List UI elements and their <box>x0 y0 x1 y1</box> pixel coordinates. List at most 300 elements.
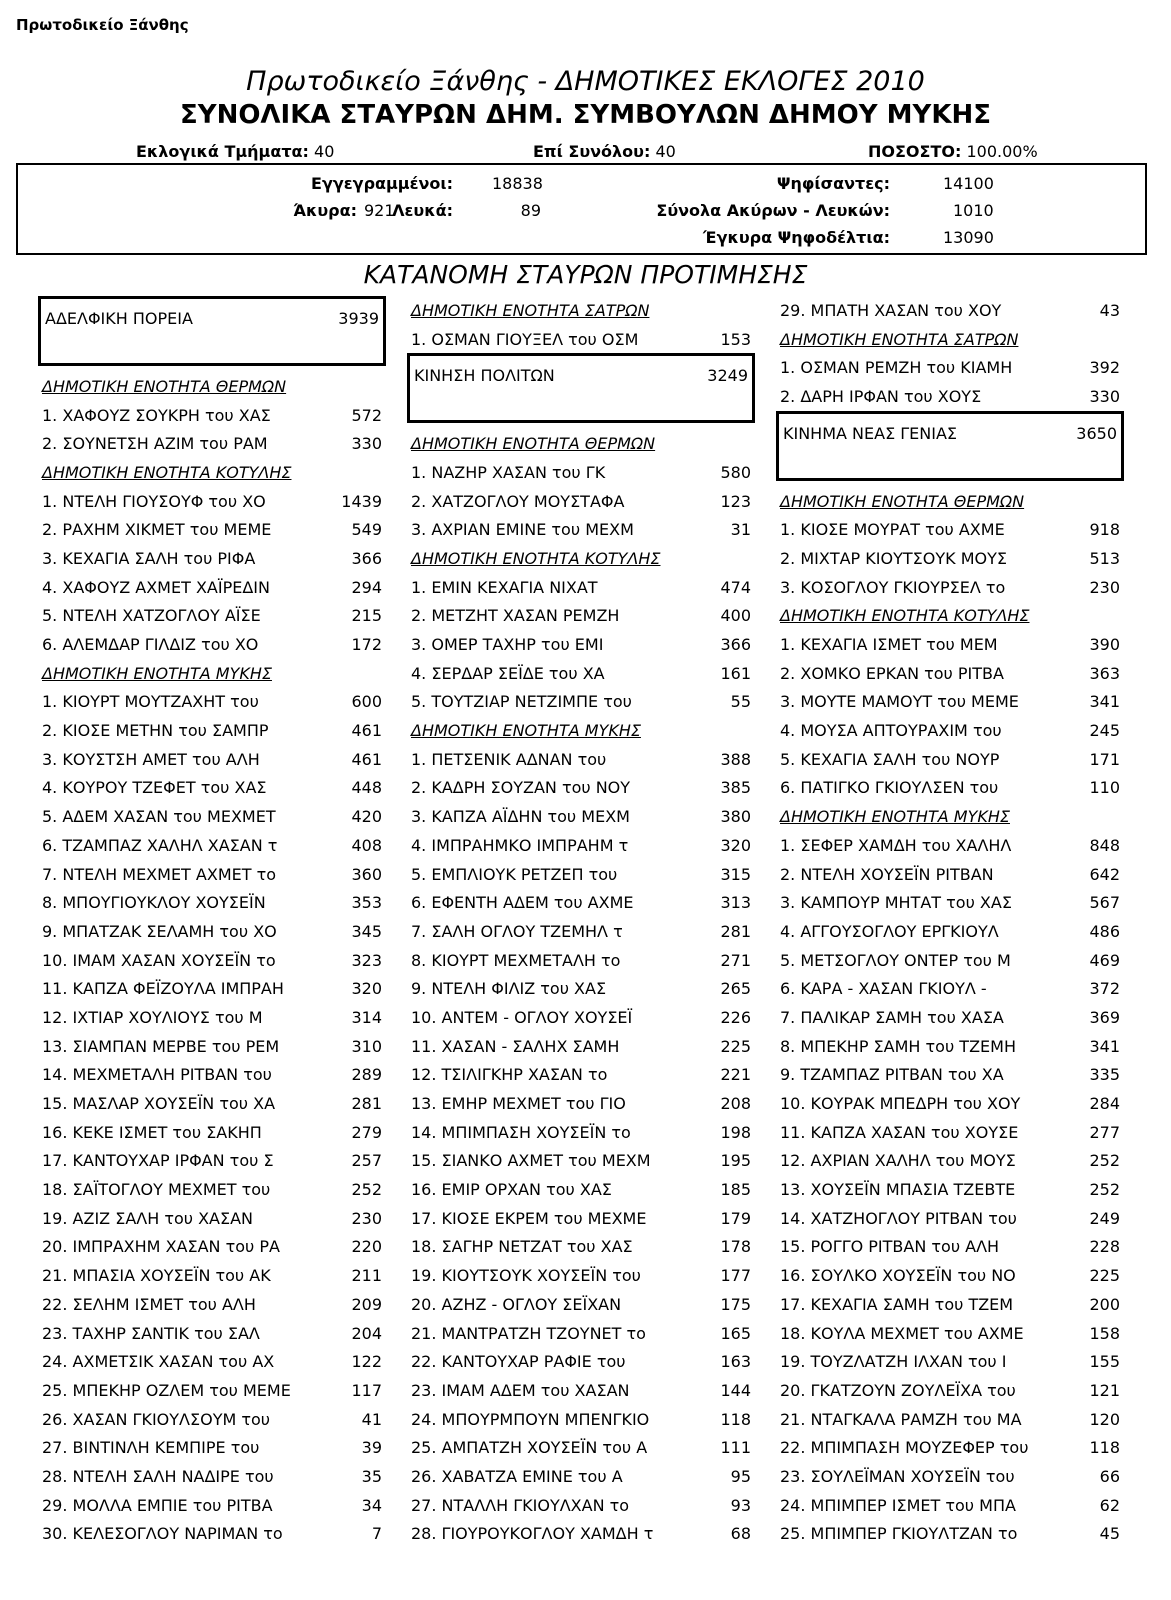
district-header: ΔΗΜΟΤΙΚΗ ΕΝΟΤΗΤΑ ΜΥΚΗΣ <box>780 807 1010 827</box>
candidate-name: 4. ΣΕΡΔΑΡ ΣΕΪΔΕ του ΧΑ <box>411 663 605 683</box>
candidate-name: 27. ΒΙΝΤΙΝΛΗ ΚΕΜΠΙΡΕ του <box>42 1438 260 1458</box>
candidate-name: 4. ΙΜΠΡΑΗΜΚΟ ΙΜΠΡΑΗΜ τ <box>411 835 629 855</box>
candidate-row <box>42 946 382 975</box>
candidate-row <box>780 1118 1120 1147</box>
candidate-row <box>411 1061 751 1090</box>
candidate-votes: 279 <box>351 1122 382 1142</box>
candidate-row <box>780 1261 1120 1290</box>
candidate-row <box>780 774 1120 803</box>
candidate-name: 2. ΝΤΕΛΗ ΧΟΥΣΕΪΝ ΡΙΤΒΑΝ <box>780 864 994 884</box>
candidate-votes: 55 <box>730 692 751 712</box>
candidate-votes: 572 <box>351 405 382 425</box>
candidate-name: 19. ΤΟΥΖΛΑΤΖΗ ΙΛΧΑΝ του Ι <box>780 1352 1007 1372</box>
candidate-votes: 39 <box>361 1438 382 1458</box>
candidate-votes: 111 <box>720 1438 751 1458</box>
candidate-row <box>42 1118 382 1147</box>
candidate-row <box>780 860 1120 889</box>
candidate-votes: 225 <box>1089 1266 1120 1286</box>
candidate-votes: 363 <box>1089 663 1120 683</box>
candidate-name: 13. ΕΜΗΡ ΜΕΧΜΕΤ του ΓΙΟ <box>411 1094 626 1114</box>
candidate-name: 4. ΧΑΦΟΥΖ ΑΧΜΕΤ ΧΑΪΡΕΔΙΝ <box>42 577 270 597</box>
candidate-votes: 388 <box>720 749 751 769</box>
candidate-name: 5. ΜΕΤΣΟΓΛΟΥ ΟΝΤΕΡ του Μ <box>780 950 1011 970</box>
candidate-name: 1. ΠΕΤΣΕΝΙΚ ΑΔΝΑΝ του <box>411 749 607 769</box>
candidate-row <box>411 946 751 975</box>
candidate-row <box>411 917 751 946</box>
candidate-votes: 345 <box>351 921 382 941</box>
invalid-label: Άκυρα: <box>293 201 357 220</box>
candidate-row <box>411 1175 751 1204</box>
candidate-row <box>42 860 382 889</box>
candidate-name: 25. ΜΠΕΚΗΡ ΟΖΛΕΜ του ΜΕΜΕ <box>42 1380 291 1400</box>
candidate-votes: 390 <box>1089 635 1120 655</box>
candidate-row <box>42 1089 382 1118</box>
stat-total-label: Επί Συνόλου: <box>533 142 651 161</box>
stat-percent-value: 100.00% <box>966 142 1038 161</box>
candidate-row <box>411 630 751 659</box>
candidate-name: 2. ΧΟΜΚΟ ΕΡΚΑΝ του ΡΙΤΒΑ <box>780 663 1004 683</box>
district-header: ΔΗΜΟΤΙΚΗ ΕΝΟΤΗΤΑ ΜΥΚΗΣ <box>411 721 641 741</box>
candidate-votes: 408 <box>351 835 382 855</box>
candidate-row <box>411 1003 751 1032</box>
candidate-row <box>780 515 1120 544</box>
candidate-name: 17. ΚΙΟΣΕ ΕΚΡΕΜ του ΜΕΧΜΕ <box>411 1208 647 1228</box>
candidate-row <box>42 1147 382 1176</box>
candidate-votes: 1439 <box>341 491 382 511</box>
party-box <box>407 353 755 423</box>
candidate-name: 17. ΚΑΝΤΟΥΧΑΡ ΙΡΦΑΝ του Σ <box>42 1151 274 1171</box>
candidate-row <box>780 1003 1120 1032</box>
candidate-name: 21. ΝΤΑΓΚΑΛΑ ΡΑΜΖΗ του ΜΑ <box>780 1409 1022 1429</box>
candidate-row <box>411 831 751 860</box>
candidate-name: 8. ΚΙΟΥΡΤ ΜΕΧΜΕΤΑΛΗ το <box>411 950 621 970</box>
candidate-votes: 366 <box>720 635 751 655</box>
candidate-name: 15. ΡΟΓΓΟ ΡΙΤΒΑΝ του ΑΛΗ <box>780 1237 1000 1257</box>
candidate-row <box>42 831 382 860</box>
candidate-row <box>780 716 1120 745</box>
candidate-name: 6. ΚΑΡΑ - ΧΑΣΑΝ ΓΚΙΟΥΛ - <box>780 979 987 999</box>
candidate-votes: 369 <box>1089 1007 1120 1027</box>
candidate-row <box>411 888 751 917</box>
candidate-votes: 310 <box>351 1036 382 1056</box>
candidate-row <box>411 1405 751 1434</box>
candidate-name: 2. ΚΙΟΣΕ ΜΕΤΗΝ του ΣΑΜΠΡ <box>42 721 269 741</box>
candidate-name: 6. ΑΛΕΜΔΑΡ ΓΙΛΔΙΖ του ΧΟ <box>42 635 259 655</box>
candidate-name: 25. ΑΜΠΑΤΖΗ ΧΟΥΣΕΪΝ του Α <box>411 1438 648 1458</box>
candidate-name: 1. ΧΑΦΟΥΖ ΣΟΥΚΡΗ του ΧΑΣ <box>42 405 271 425</box>
candidate-row <box>780 745 1120 774</box>
candidate-votes: 110 <box>1089 778 1120 798</box>
candidate-votes: 195 <box>720 1151 751 1171</box>
candidate-votes: 469 <box>1089 950 1120 970</box>
candidate-votes: 122 <box>351 1352 382 1372</box>
candidate-votes: 252 <box>351 1180 382 1200</box>
candidate-votes: 220 <box>351 1237 382 1257</box>
district-header: ΔΗΜΟΤΙΚΗ ΕΝΟΤΗΤΑ ΘΕΡΜΩΝ <box>42 376 287 396</box>
candidate-name: 24. ΜΠΙΜΠΕΡ ΙΣΜΕΤ του ΜΠΑ <box>780 1495 1016 1515</box>
candidate-name: 7. ΣΑΛΗ ΟΓΛΟΥ ΤΖΕΜΗΛ τ <box>411 921 623 941</box>
section-title: ΚΑΤΑΝΟΜΗ ΣΤΑΥΡΩΝ ΠΡΟΤΙΜΗΣΗΣ <box>363 260 808 289</box>
district-header: ΔΗΜΟΤΙΚΗ ΕΝΟΤΗΤΑ ΣΑΤΡΩΝ <box>780 329 1019 349</box>
candidate-row <box>411 860 751 889</box>
column-3 <box>780 296 1120 1548</box>
voted-label: Ψηφίσαντες: <box>776 174 890 193</box>
candidate-row <box>780 831 1120 860</box>
candidate-row <box>780 1204 1120 1233</box>
candidate-row <box>780 1175 1120 1204</box>
candidate-name: 7. ΠΑΛΙΚΑΡ ΣΑΜΗ του ΧΑΣΑ <box>780 1007 1004 1027</box>
candidate-row <box>42 1175 382 1204</box>
party-total: 3249 <box>707 366 748 386</box>
party-name: ΚΙΝΗΜΑ ΝΕΑΣ ΓΕΝΙΑΣ <box>783 423 958 443</box>
candidate-votes: 230 <box>1089 577 1120 597</box>
summary-box <box>16 163 1147 255</box>
candidate-name: 24. ΜΠΟΥΡΜΠΟΥΝ ΜΠΕΝΓΚΙΟ <box>411 1409 650 1429</box>
candidate-row <box>42 515 382 544</box>
candidate-votes: 144 <box>720 1380 751 1400</box>
candidate-name: 1. ΕΜΙΝ ΚΕΧΑΓΙΑ ΝΙΧΑΤ <box>411 577 598 597</box>
candidate-row <box>411 802 751 831</box>
invalid-blank-label: Σύνολα Ακύρων - Λευκών: <box>656 201 890 220</box>
candidate-name: 6. ΠΑΤΙΓΚΟ ΓΚΙΟΥΛΣΕΝ του <box>780 778 999 798</box>
district-header: ΔΗΜΟΤΙΚΗ ΕΝΟΤΗΤΑ ΜΥΚΗΣ <box>42 663 272 683</box>
candidate-name: 16. ΣΟΥΛΚΟ ΧΟΥΣΕΪΝ του ΝΟ <box>780 1266 1016 1286</box>
candidate-name: 23. ΤΑΧΗΡ ΣΑΝΤΙΚ του ΣΑΛ <box>42 1323 260 1343</box>
candidate-row <box>780 1491 1120 1520</box>
candidate-name: 23. ΙΜΑΜ ΑΔΕΜ του ΧΑΣΑΝ <box>411 1380 630 1400</box>
candidate-votes: 118 <box>720 1409 751 1429</box>
candidate-name: 22. ΚΑΝΤΟΥΧΑΡ ΡΑΦΙΕ του <box>411 1352 626 1372</box>
candidate-votes: 380 <box>720 807 751 827</box>
candidate-name: 12. ΙΧΤΙΑΡ ΧΟΥΛΙΟΥΣ του Μ <box>42 1007 263 1027</box>
candidate-votes: 277 <box>1089 1122 1120 1142</box>
candidate-votes: 178 <box>720 1237 751 1257</box>
stat-percent-label: ΠΟΣΟΣΤΟ: <box>868 142 962 161</box>
candidate-row <box>780 1462 1120 1491</box>
candidate-row <box>411 1433 751 1462</box>
candidate-name: 1. ΟΣΜΑΝ ΓΙΟΥΞΕΛ του ΟΣΜ <box>411 329 639 349</box>
candidate-votes: 600 <box>351 692 382 712</box>
candidate-votes: 211 <box>351 1266 382 1286</box>
candidate-name: 6. ΕΦΕΝΤΗ ΑΔΕΜ του ΑΧΜΕ <box>411 893 634 913</box>
candidate-name: 18. ΣΑΓΗΡ ΝΕΤΖΑΤ του ΧΑΣ <box>411 1237 633 1257</box>
candidate-name: 4. ΜΟΥΣΑ ΑΠΤΟΥΡΑΧΙΜ του <box>780 721 1002 741</box>
candidate-votes: 34 <box>361 1495 382 1515</box>
candidate-name: 2. ΧΑΤΖΟΓΛΟΥ ΜΟΥΣΤΑΦΑ <box>411 491 625 511</box>
candidate-name: 15. ΣΙΑΝΚΟ ΑΧΜΕΤ του ΜΕΧΜ <box>411 1151 651 1171</box>
candidate-row <box>411 1290 751 1319</box>
candidate-row <box>42 1261 382 1290</box>
candidate-votes: 461 <box>351 721 382 741</box>
candidate-name: 1. ΝΤΕΛΗ ΓΙΟΥΣΟΥΦ του ΧΟ <box>42 491 266 511</box>
candidate-row <box>42 544 382 573</box>
candidate-votes: 175 <box>720 1294 751 1314</box>
candidate-name: 2. ΚΑΔΡΗ ΣΟΥΖΑΝ του ΝΟΥ <box>411 778 631 798</box>
candidate-votes: 117 <box>351 1380 382 1400</box>
candidate-row <box>780 353 1120 382</box>
candidate-votes: 172 <box>351 635 382 655</box>
candidate-row <box>411 1261 751 1290</box>
candidate-name: 10. ΚΟΥΡΑΚ ΜΠΕΔΡΗ του ΧΟΥ <box>780 1094 1021 1114</box>
party-total: 3939 <box>338 309 379 328</box>
stat-total-value: 40 <box>655 142 676 161</box>
candidate-votes: 225 <box>720 1036 751 1056</box>
candidate-row <box>42 429 382 458</box>
candidate-votes: 41 <box>361 1409 382 1429</box>
candidate-votes: 372 <box>1089 979 1120 999</box>
candidate-name: 8. ΜΠΕΚΗΡ ΣΑΜΗ του ΤΖΕΜΗ <box>780 1036 1016 1056</box>
candidate-name: 14. ΜΕΧΜΕΤΑΛΗ ΡΙΤΒΑΝ του <box>42 1065 272 1085</box>
candidate-votes: 281 <box>351 1094 382 1114</box>
candidate-name: 2. ΜΙΧΤΑΡ ΚΙΟΥΤΣΟΥΚ ΜΟΥΣ <box>780 548 1007 568</box>
candidate-row <box>411 745 751 774</box>
stat-sections-value: 40 <box>314 142 335 161</box>
candidate-name: 11. ΚΑΠΖΑ ΦΕΪΖΟΥΛΑ ΙΜΠΡΑΗ <box>42 979 284 999</box>
candidate-row <box>780 1233 1120 1262</box>
candidate-row <box>780 659 1120 688</box>
candidate-row <box>42 917 382 946</box>
candidate-row <box>411 458 751 487</box>
candidate-votes: 62 <box>1099 1495 1120 1515</box>
candidate-row <box>411 1147 751 1176</box>
candidate-row <box>780 688 1120 717</box>
candidate-votes: 313 <box>720 893 751 913</box>
candidate-votes: 323 <box>351 950 382 970</box>
candidate-row <box>42 1204 382 1233</box>
candidate-votes: 265 <box>720 979 751 999</box>
candidate-votes: 120 <box>1089 1409 1120 1429</box>
candidate-name: 3. ΚΟΣΟΓΛΟΥ ΓΚΙΟΥΡΣΕΛ το <box>780 577 1006 597</box>
candidate-votes: 230 <box>351 1208 382 1228</box>
candidate-row <box>42 1347 382 1376</box>
candidate-votes: 179 <box>720 1208 751 1228</box>
candidate-votes: 165 <box>720 1323 751 1343</box>
candidate-row <box>42 1520 382 1549</box>
candidate-name: 11. ΧΑΣΑΝ - ΣΑΛΗΧ ΣΑΜΗ <box>411 1036 620 1056</box>
candidate-row <box>780 1347 1120 1376</box>
candidate-name: 24. ΑΧΜΕΤΣΙΚ ΧΑΣΑΝ του ΑΧ <box>42 1352 275 1372</box>
page-title: Πρωτοδικείο Ξάνθης - ΔΗΜΟΤΙΚΕΣ ΕΚΛΟΓΕΣ 2010 <box>246 66 925 97</box>
candidate-name: 13. ΣΙΑΜΠΑΝ ΜΕΡΒΕ του ΡΕΜ <box>42 1036 280 1056</box>
candidate-name: 7. ΝΤΕΛΗ ΜΕΧΜΕΤ ΑΧΜΕΤ το <box>42 864 277 884</box>
candidate-votes: 400 <box>720 606 751 626</box>
page-subtitle: ΣΥΝΟΛΙΚΑ ΣΤΑΥΡΩΝ ΔΗΜ. ΣΥΜΒΟΥΛΩΝ ΔΗΜΟΥ ΜΥΚΗΣ <box>179 100 991 130</box>
candidate-votes: 171 <box>1089 749 1120 769</box>
candidate-row <box>780 1290 1120 1319</box>
candidate-votes: 118 <box>1089 1438 1120 1458</box>
candidate-votes: 66 <box>1099 1466 1120 1486</box>
candidate-votes: 330 <box>351 434 382 454</box>
candidate-votes: 155 <box>1089 1352 1120 1372</box>
candidate-votes: 461 <box>351 749 382 769</box>
candidate-name: 1. ΚΙΟΥΡΤ ΜΟΥΤΖΑΧΗΤ του <box>42 692 259 712</box>
candidate-row <box>780 630 1120 659</box>
voted-value: 14100 <box>943 174 994 193</box>
candidate-row <box>780 1147 1120 1176</box>
candidate-row <box>780 946 1120 975</box>
candidate-name: 10. ΑΝΤΕΜ - ΟΓΛΟΥ ΧΟΥΣΕΪ <box>411 1007 633 1027</box>
candidate-name: 4. ΑΓΓΟΥΣΟΓΛΟΥ ΕΡΓΚΙΟΥΛ <box>780 921 999 941</box>
candidate-row <box>411 1233 751 1262</box>
candidate-row <box>411 1376 751 1405</box>
candidate-votes: 289 <box>351 1065 382 1085</box>
candidate-votes: 198 <box>720 1122 751 1142</box>
candidate-name: 27. ΝΤΑΛΛΗ ΓΚΙΟΥΛΧΑΝ το <box>411 1495 630 1515</box>
candidate-name: 30. ΚΕΛΕΣΟΓΛΟΥ ΝΑΡΙΜΑΝ το <box>42 1524 283 1544</box>
candidate-name: 17. ΚΕΧΑΓΙΑ ΣΑΜΗ του ΤΖΕΜ <box>780 1294 1014 1314</box>
candidate-row <box>42 1003 382 1032</box>
candidate-votes: 314 <box>351 1007 382 1027</box>
candidate-name: 3. ΚΟΥΣΤΣΗ ΑΜΕΤ του ΑΛΗ <box>42 749 260 769</box>
party-box <box>38 296 386 366</box>
candidate-votes: 448 <box>351 778 382 798</box>
candidate-row <box>411 573 751 602</box>
candidate-name: 9. ΜΠΑΤΖΑΚ ΣΕΛΑΜΗ του ΧΟ <box>42 921 277 941</box>
candidate-votes: 200 <box>1089 1294 1120 1314</box>
invalid-value: 921 <box>364 201 395 220</box>
valid-value: 13090 <box>943 228 994 247</box>
candidate-name: 3. ΚΑΜΠΟΥΡ ΜΗΤΑΤ του ΧΑΣ <box>780 893 1012 913</box>
candidate-name: 26. ΧΑΒΑΤΖΑ ΕΜΙΝΕ του Α <box>411 1466 623 1486</box>
registered-value: 18838 <box>492 174 543 193</box>
candidate-votes: 474 <box>720 577 751 597</box>
candidate-row <box>411 1319 751 1348</box>
candidate-votes: 7 <box>371 1524 382 1544</box>
candidate-row <box>780 1433 1120 1462</box>
candidate-row <box>411 602 751 631</box>
district-header: ΔΗΜΟΤΙΚΗ ΕΝΟΤΗΤΑ ΚΟΤΥΛΗΣ <box>411 548 661 568</box>
candidate-name: 25. ΜΠΙΜΠΕΡ ΓΚΙΟΥΛΤΖΑΝ το <box>780 1524 1018 1544</box>
candidate-name: 18. ΣΑΪΤΟΓΛΟΥ ΜΕΧΜΕΤ του <box>42 1180 271 1200</box>
candidate-name: 16. ΚΕΚΕ ΙΣΜΕΤ του ΣΑΚΗΠ <box>42 1122 262 1142</box>
candidate-row <box>42 573 382 602</box>
candidate-row <box>42 974 382 1003</box>
candidate-row <box>780 1319 1120 1348</box>
candidate-name: 19. ΚΙΟΥΤΣΟΥΚ ΧΟΥΣΕΪΝ του <box>411 1266 641 1286</box>
candidate-name: 28. ΓΙΟΥΡΟΥΚΟΓΛΟΥ ΧΑΜΔΗ τ <box>411 1524 654 1544</box>
candidate-row <box>411 1491 751 1520</box>
candidate-row <box>411 1347 751 1376</box>
candidate-votes: 215 <box>351 606 382 626</box>
candidate-votes: 918 <box>1089 520 1120 540</box>
candidate-row <box>411 688 751 717</box>
registered-label: Εγγεγραμμένοι: <box>311 174 453 193</box>
candidate-row <box>42 1405 382 1434</box>
candidate-name: 5. ΤΟΥΤΖΙΑΡ ΝΕΤΖΙΜΠΕ του <box>411 692 632 712</box>
candidate-row <box>411 659 751 688</box>
candidate-row <box>780 917 1120 946</box>
stat-total <box>533 142 676 161</box>
district-header: ΔΗΜΟΤΙΚΗ ΕΝΟΤΗΤΑ ΚΟΤΥΛΗΣ <box>780 606 1030 626</box>
candidate-votes: 353 <box>351 893 382 913</box>
stat-percent <box>868 142 1038 161</box>
candidate-name: 2. ΔΑΡΗ ΙΡΦΑΝ του ΧΟΥΣ <box>780 386 982 406</box>
candidate-votes: 123 <box>720 491 751 511</box>
candidate-name: 12. ΤΣΙΛΙΓΚΗΡ ΧΑΣΑΝ το <box>411 1065 608 1085</box>
party-total: 3650 <box>1076 423 1117 443</box>
candidate-row <box>42 1319 382 1348</box>
candidate-row <box>411 515 751 544</box>
candidate-votes: 153 <box>720 329 751 349</box>
candidate-name: 21. ΜΑΝΤΡΑΤΖΗ ΤΖΟΥΝΕΤ το <box>411 1323 646 1343</box>
candidate-name: 26. ΧΑΣΑΝ ΓΚΙΟΥΛΣΟΥΜ του <box>42 1409 271 1429</box>
candidate-votes: 249 <box>1089 1208 1120 1228</box>
candidate-votes: 320 <box>720 835 751 855</box>
candidate-votes: 185 <box>720 1180 751 1200</box>
candidate-name: 20. ΙΜΠΡΑΧΗΜ ΧΑΣΑΝ του ΡΑ <box>42 1237 280 1257</box>
district-header: ΔΗΜΟΤΙΚΗ ΕΝΟΤΗΤΑ ΣΑΤΡΩΝ <box>411 300 650 320</box>
candidate-votes: 486 <box>1089 921 1120 941</box>
candidate-votes: 420 <box>351 807 382 827</box>
candidate-row <box>780 1032 1120 1061</box>
candidate-name: 20. ΑΖΗΖ - ΟΓΛΟΥ ΣΕΪΧΑΝ <box>411 1294 622 1314</box>
party-name: ΑΔΕΛΦΙΚΗ ΠΟΡΕΙΑ <box>45 309 193 328</box>
candidate-row <box>411 1204 751 1233</box>
candidate-row <box>780 888 1120 917</box>
candidate-name: 5. ΕΜΠΛΙΟΥΚ ΡΕΤΖΕΠ του <box>411 864 618 884</box>
candidate-name: 1. ΚΕΧΑΓΙΑ ΙΣΜΕΤ του ΜΕΜ <box>780 635 998 655</box>
candidate-votes: 848 <box>1089 835 1120 855</box>
candidate-votes: 271 <box>720 950 751 970</box>
candidate-row <box>411 487 751 516</box>
candidate-name: 28. ΝΤΕΛΗ ΣΑΛΗ ΝΑΔΙΡΕ του <box>42 1466 274 1486</box>
candidate-votes: 294 <box>351 577 382 597</box>
candidate-row <box>780 1061 1120 1090</box>
district-header: ΔΗΜΟΤΙΚΗ ΕΝΟΤΗΤΑ ΘΕΡΜΩΝ <box>411 434 656 454</box>
candidate-votes: 252 <box>1089 1151 1120 1171</box>
candidate-row <box>411 1032 751 1061</box>
candidate-votes: 341 <box>1089 692 1120 712</box>
candidate-row <box>42 487 382 516</box>
candidate-name: 8. ΜΠΟΥΓΙΟΥΚΛΟΥ ΧΟΥΣΕΪΝ <box>42 893 266 913</box>
candidate-row <box>780 382 1120 411</box>
candidate-name: 29. ΜΟΛΛΑ ΕΜΠΙΕ του ΡΙΤΒΑ <box>42 1495 273 1515</box>
candidate-row <box>780 296 1120 325</box>
candidate-name: 18. ΚΟΥΛΑ ΜΕΧΜΕΤ του ΑΧΜΕ <box>780 1323 1024 1343</box>
party-box <box>776 411 1124 481</box>
candidate-name: 21. ΜΠΑΣΙΑ ΧΟΥΣΕΪΝ του ΑΚ <box>42 1266 271 1286</box>
court-label: Πρωτοδικείο Ξάνθης <box>16 16 189 34</box>
candidate-row <box>411 1118 751 1147</box>
candidate-row <box>42 1462 382 1491</box>
column-1 <box>42 296 382 1548</box>
candidate-votes: 567 <box>1089 893 1120 913</box>
candidate-name: 16. ΕΜΙΡ ΟΡΧΑΝ του ΧΑΣ <box>411 1180 612 1200</box>
candidate-row <box>42 1433 382 1462</box>
candidate-row <box>780 1376 1120 1405</box>
candidate-name: 23. ΣΟΥΛΕΪΜΑΝ ΧΟΥΣΕΪΝ του <box>780 1466 1015 1486</box>
candidate-name: 12. ΑΧΡΙΑΝ ΧΑΛΗΛ του ΜΟΥΣ <box>780 1151 1016 1171</box>
invalid-blank-value: 1010 <box>953 201 994 220</box>
candidate-name: 19. ΑΖΙΖ ΣΑΛΗ του ΧΑΣΑΝ <box>42 1208 254 1228</box>
candidate-row <box>42 1376 382 1405</box>
candidate-row <box>411 1462 751 1491</box>
candidate-name: 2. ΣΟΥΝΕΤΣΗ ΑΖΙΜ του ΡΑΜ <box>42 434 268 454</box>
candidate-name: 1. ΚΙΟΣΕ ΜΟΥΡΑΤ του ΑΧΜΕ <box>780 520 1005 540</box>
candidate-name: 29. ΜΠΑΤΗ ΧΑΣΑΝ του ΧΟΥ <box>780 300 1002 320</box>
valid-label: Έγκυρα Ψηφοδέλτια: <box>703 228 890 247</box>
candidate-votes: 158 <box>1089 1323 1120 1343</box>
column-2 <box>411 296 751 1548</box>
candidate-row <box>42 401 382 430</box>
candidate-votes: 392 <box>1089 358 1120 378</box>
candidate-row <box>780 974 1120 1003</box>
candidate-votes: 121 <box>1089 1380 1120 1400</box>
candidate-votes: 31 <box>730 520 751 540</box>
candidate-votes: 95 <box>730 1466 751 1486</box>
candidate-votes: 513 <box>1089 548 1120 568</box>
candidate-name: 5. ΑΔΕΜ ΧΑΣΑΝ του ΜΕΧΜΕΤ <box>42 807 276 827</box>
